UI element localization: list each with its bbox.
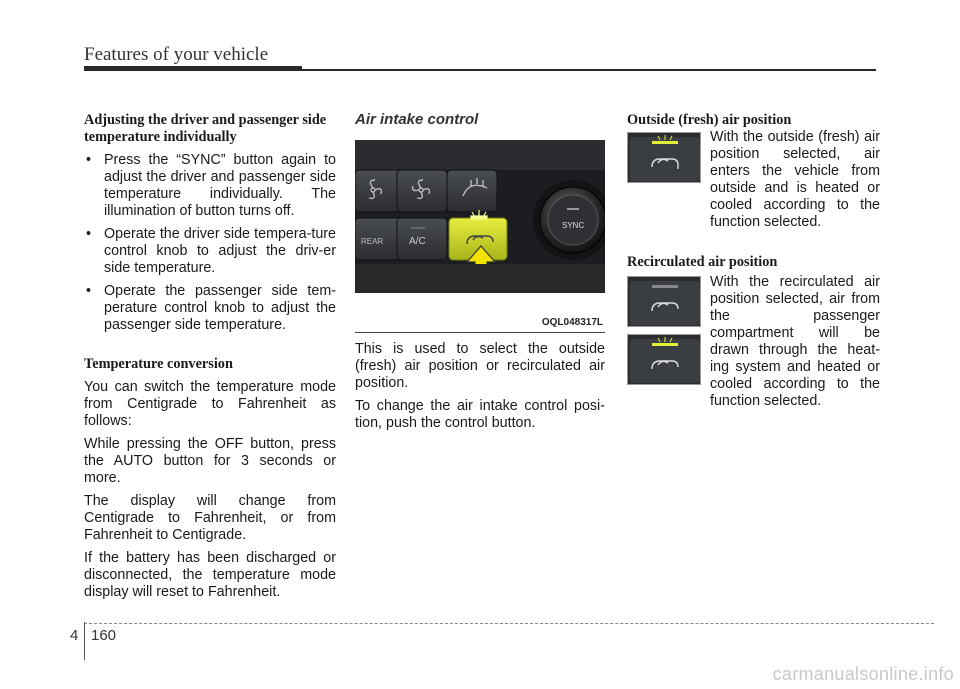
paragraph: To change the air intake control posi-tion, push the control button. xyxy=(355,398,605,431)
fresh-air-text-block xyxy=(710,129,880,237)
bullet-item: • Operate the passenger side tem-perature control knob to adjust the passenger side temperature. xyxy=(84,283,336,334)
section-heading-temp-conversion: Temperature conversion xyxy=(84,356,233,372)
column-middle-text xyxy=(355,341,605,438)
footer-dotted-rule xyxy=(84,623,934,624)
bullet-list xyxy=(84,152,336,334)
column-left xyxy=(84,112,336,607)
climate-panel-illustration xyxy=(355,140,605,293)
paragraph: This is used to select the outside (fresh) air position or recirculated air position. xyxy=(355,341,605,391)
rear-label: REAR xyxy=(361,237,384,246)
paragraph: With the recirculated air position selected, air from the passenger compartment will be drawn through the heat-ing system and heated or cooled according to the function selected. xyxy=(710,274,880,409)
figure-caption-area xyxy=(355,293,605,333)
watermark: carmanualsonline.info xyxy=(772,664,954,684)
section-heading-air-intake: Air intake control xyxy=(355,111,479,128)
indicator-light-icon xyxy=(652,343,678,346)
page-header-title: Features of your vehicle xyxy=(84,44,269,65)
paragraph: If the battery has been discharged or disconnected, the temperature mode display will reset to Fahrenheit. xyxy=(84,550,336,600)
column-right xyxy=(627,112,879,129)
column-middle xyxy=(355,111,605,128)
recirc-heading-block xyxy=(627,254,879,271)
fresh-air-button-image xyxy=(627,132,701,183)
header-rule-thin xyxy=(302,69,876,71)
paragraph: You can switch the temperature mode from Centigrade to Fahrenheit as follows: xyxy=(84,379,336,429)
section-heading-recirculated-air: Recirculated air position xyxy=(627,254,778,270)
footer-divider xyxy=(84,622,85,660)
bullet-item: • Press the “SYNC” button again to adjust the driver and passenger side temperature individually. The illumination of button turns off. xyxy=(84,152,336,220)
section-heading-individual-temp: Adjusting the driver and passenger side temperature individually xyxy=(84,112,327,145)
sync-label: SYNC xyxy=(562,221,585,230)
indicator-light-icon xyxy=(652,285,678,288)
page-number: 160 xyxy=(91,627,117,644)
ac-label: A/C xyxy=(409,236,426,247)
section-heading-outside-air: Outside (fresh) air position xyxy=(627,112,792,128)
header-rule-thick xyxy=(84,66,302,71)
paragraph: While pressing the OFF button, press the AUTO button for 3 seconds or more. xyxy=(84,436,336,486)
bullet-item: • Operate the driver side tempera-ture control knob to adjust the driv-er side temperature. xyxy=(84,226,336,277)
recirc-air-button-off-image xyxy=(627,276,701,327)
figure-caption: OQL048317L xyxy=(541,317,603,328)
chapter-number: 4 xyxy=(70,627,79,644)
indicator-light-icon xyxy=(652,141,678,144)
recirc-text-block xyxy=(710,274,880,416)
paragraph: The display will change from Centigrade to Fahrenheit, or from Fahrenheit to Centigrade. xyxy=(84,493,336,543)
climate-panel-figure xyxy=(355,140,605,293)
paragraph: With the outside (fresh) air position selected, air enters the vehicle from outside and is heated or cooled according to the function selected. xyxy=(710,129,880,230)
recirc-air-button-on-image xyxy=(627,334,701,385)
